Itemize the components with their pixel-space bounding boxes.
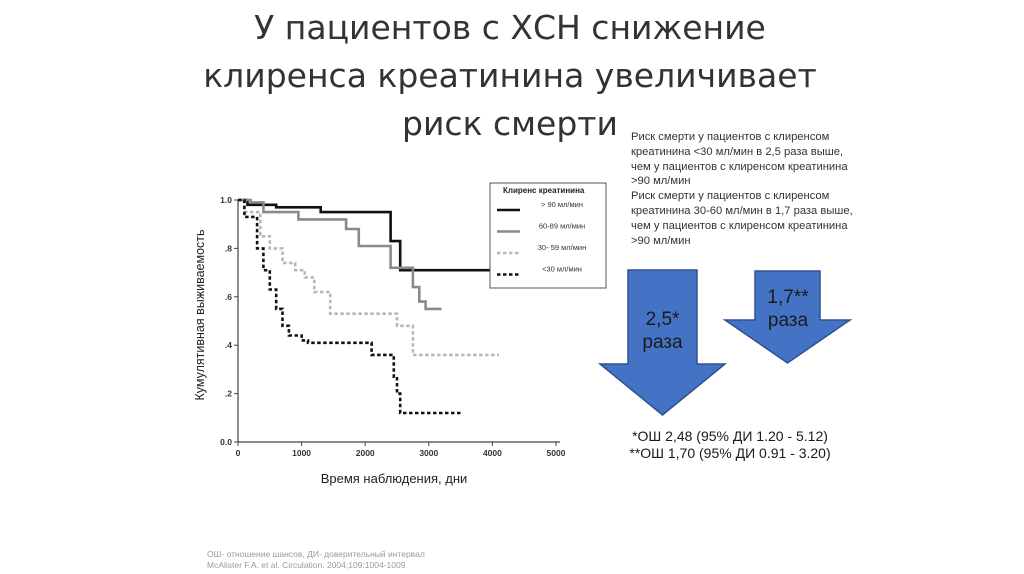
series-line-3 bbox=[238, 200, 499, 355]
x-tick-label: 1000 bbox=[292, 448, 312, 458]
risk-note bbox=[631, 130, 931, 248]
series-line-4 bbox=[238, 200, 461, 413]
x-tick-label: 0 bbox=[235, 448, 241, 458]
arrow-large-unit: раза bbox=[642, 332, 683, 353]
survival-chart bbox=[190, 180, 610, 500]
x-axis-label: Время наблюдения, дни bbox=[320, 471, 468, 486]
y-tick-label: .2 bbox=[224, 388, 232, 399]
title-line: У пациентов с ХСН снижение bbox=[254, 8, 766, 47]
legend-title: Клиренс креатинина bbox=[503, 186, 585, 195]
footnote-line: McAlister F.A. et al. Circulation. 2004;109:1004-1009 bbox=[207, 560, 406, 570]
note-line: чем у пациентов с клиренсом креатинина bbox=[631, 160, 848, 173]
note-line: Риск смерти у пациентов с клиренсом bbox=[631, 131, 830, 143]
note-line: чем у пациентов с клиренсом креатинина bbox=[631, 219, 848, 232]
legend-label: 30- 59 мл/мин bbox=[537, 243, 587, 252]
y-tick-label: 1.0 bbox=[220, 195, 232, 205]
arrow-large-value: 2,5* bbox=[645, 309, 680, 330]
title-line: риск смерти bbox=[402, 104, 618, 143]
odds-line: **ОШ 1,70 (95% ДИ 0.91 - 3.20) bbox=[629, 445, 831, 461]
y-tick-label: .8 bbox=[224, 243, 232, 254]
footnote bbox=[207, 549, 425, 571]
series-line-2 bbox=[238, 200, 442, 309]
slide-title bbox=[150, 4, 870, 148]
note-line: >90 мл/мин bbox=[631, 234, 691, 247]
arrow-small-unit: раза bbox=[767, 310, 809, 331]
note-line: креатинина <30 мл/мин в 2,5 раза выше, bbox=[631, 145, 844, 158]
note-line: Риск смерти у пациентов с клиренсом bbox=[631, 190, 830, 203]
x-tick-label: 3000 bbox=[419, 448, 439, 458]
odds-line: *ОШ 2,48 (95% ДИ 1.20 - 5.12) bbox=[632, 428, 828, 444]
arrow-small-label bbox=[738, 286, 838, 332]
y-tick-label: 0.0 bbox=[220, 437, 232, 447]
legend-label: > 90 мл/мин bbox=[541, 200, 583, 209]
legend-label: <30 мл/мин bbox=[542, 264, 582, 274]
chart-legend bbox=[490, 183, 606, 288]
y-tick-label: .4 bbox=[224, 340, 232, 351]
y-tick-label: .6 bbox=[224, 291, 232, 302]
title-line: клиренса креатинина увеличивает bbox=[203, 56, 817, 95]
note-line: >90 мл/мин bbox=[631, 175, 691, 188]
legend-label: 60-89 мл/мин bbox=[538, 221, 586, 231]
arrow-large-label bbox=[610, 308, 715, 354]
x-tick-label: 2000 bbox=[355, 448, 375, 458]
x-tick-label: 5000 bbox=[546, 448, 566, 458]
x-tick-label: 4000 bbox=[482, 448, 502, 458]
odds-ratio-text bbox=[612, 428, 848, 462]
note-line: креатинина 30-60 мл/мин в 1,7 раза выше, bbox=[631, 204, 853, 217]
y-axis-label: Кумулятивная выживаемость bbox=[193, 229, 207, 401]
footnote-line: ОШ- отношение шансов, ДИ- доверительный интервал bbox=[207, 549, 425, 559]
arrow-small-value: 1,7** bbox=[767, 287, 809, 308]
series-line-1 bbox=[238, 200, 492, 270]
